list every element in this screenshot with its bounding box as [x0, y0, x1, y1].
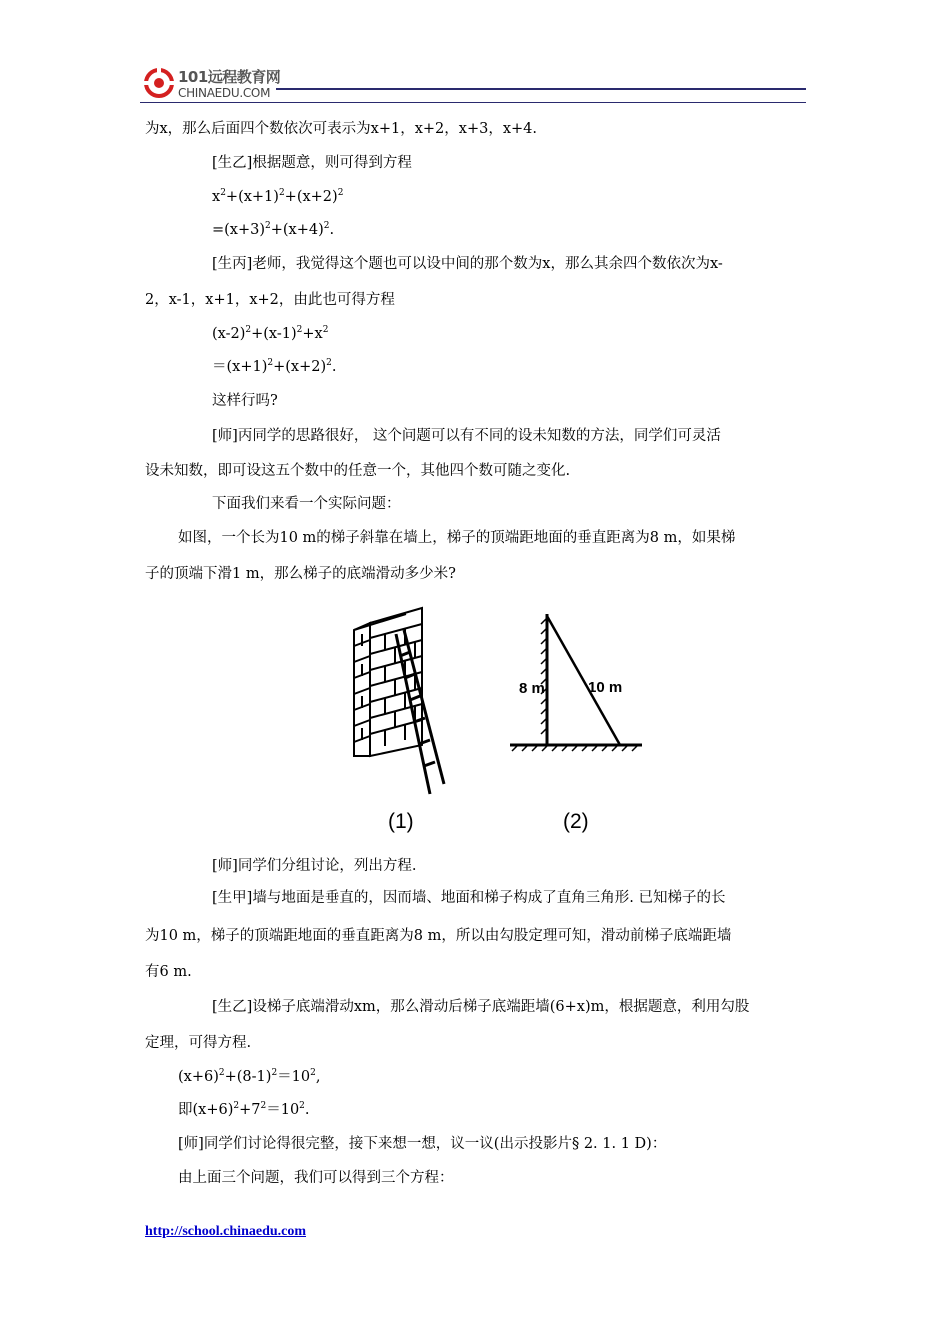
- text-line: 为10 m，梯子的顶端距地面的垂直距离为8 m，所以由勾股定理可知，滑动前梯子底端距墙: [145, 928, 732, 944]
- equation-line: 即$(x+6)^2+7^2=10^2$.: [178, 1101, 310, 1118]
- text-line: [生乙]根据题意，则可得到方程: [212, 155, 412, 171]
- text-line: 下面我们来看一个实际问题：: [212, 496, 401, 512]
- text-line: 有6 m.: [145, 964, 192, 980]
- label-8m: 8 m: [519, 680, 545, 697]
- text-line: [师]同学们分组讨论，列出方程.: [212, 858, 417, 874]
- text-line: 定理，可得方程.: [145, 1035, 252, 1051]
- page-header: [140, 62, 810, 108]
- text-line: 如图，一个长为10 m的梯子斜靠在墙上，梯子的顶端距地面的垂直距离为8 m，如果梯: [178, 530, 736, 546]
- text-line: [生乙]设梯子底端滑动xm，那么滑动后梯子底端距墙(6+x)m，根据题意，利用勾股: [212, 999, 750, 1015]
- text-line: 设未知数，即可设这五个数中的任意一个，其他四个数可随之变化.: [145, 463, 571, 479]
- equation-line: $(x+6)^2+(8-1)^2=10^2$,: [178, 1068, 321, 1085]
- caption-2: (2): [563, 810, 589, 833]
- equation-line: $(x-2)^2+(x-1)^2+x^2$: [212, 325, 329, 342]
- equation-line: $=(x+3)^2+(x+4)^2$.: [212, 221, 335, 238]
- brick-wall: [354, 608, 422, 756]
- logo-text-cn: 101远程教育网: [178, 68, 281, 86]
- text-line: 由上面三个问题，我们可以得到三个方程：: [178, 1170, 454, 1186]
- equation-line: $=(x+1)^2+(x+2)^2$.: [212, 358, 337, 375]
- text-line: [生甲]墙与地面是垂直的，因而墙、地面和梯子构成了直角三角形. 已知梯子的长: [212, 890, 726, 906]
- logo-text-en: CHINAEDU.COM: [178, 86, 271, 100]
- ladder-figure: [340, 598, 660, 838]
- caption-1: (1): [388, 810, 414, 833]
- chinaedu-logo-icon: [144, 68, 174, 98]
- ladder-diagram: [340, 598, 660, 838]
- text-line: [生丙]老师，我觉得这个题也可以设中间的那个数为x，那么其余四个数依次为x-: [212, 256, 723, 272]
- ladder: [396, 630, 444, 794]
- equation-line: $x^2+(x+1)^2+(x+2)^2$: [212, 188, 344, 205]
- text-line: 这样行吗?: [212, 393, 278, 409]
- footer-link[interactable]: http://school.chinaedu.com: [145, 1224, 307, 1239]
- text-line: 为x，那么后面四个数依次可表示为x+1，x+2，x+3，x+4.: [145, 121, 537, 137]
- text-line: [师]同学们讨论得很完整，接下来想一想，议一议(出示投影片§ 2. 1. 1 D)：: [178, 1136, 667, 1152]
- header-rule-thick: [276, 88, 806, 90]
- text-line: 2，x-1，x+1，x+2，由此也可得方程: [145, 292, 395, 308]
- text-line: 子的顶端下滑1 m，那么梯子的底端滑动多少米?: [145, 566, 456, 582]
- header-rule-thin: [140, 102, 806, 103]
- label-10m: 10 m: [588, 679, 623, 696]
- text-line: [师]丙同学的思路很好， 这个问题可以有不同的设未知数的方法，同学们可灵活: [212, 428, 721, 444]
